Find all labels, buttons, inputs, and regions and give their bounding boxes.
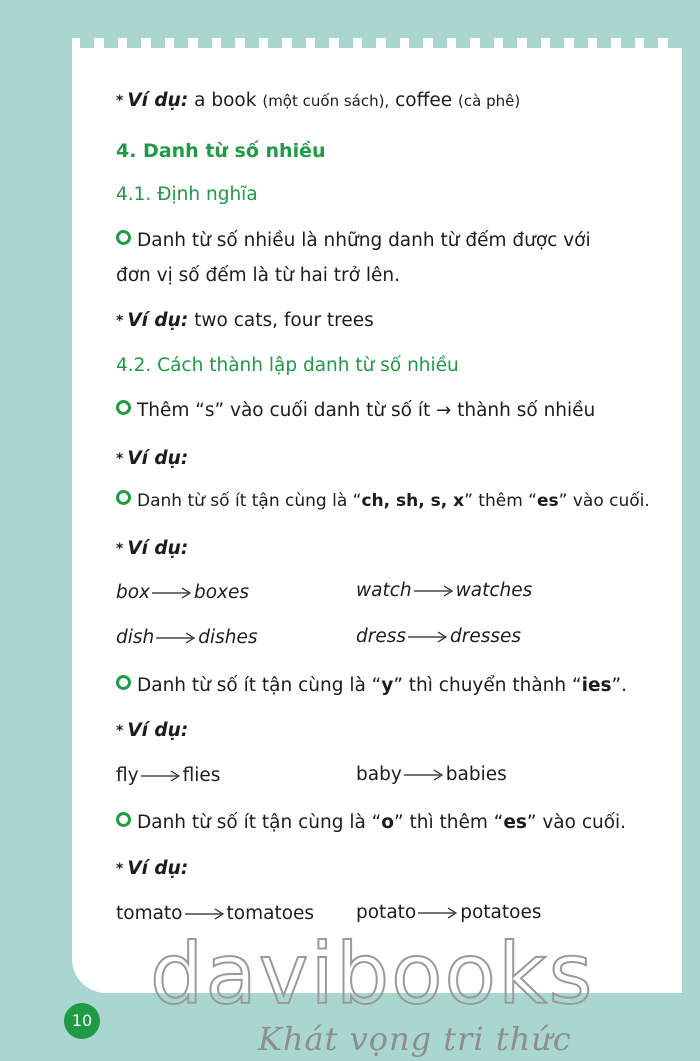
binding-tick	[668, 30, 682, 48]
binding-tick	[315, 30, 329, 48]
rule-bold: ch, sh, s, x	[361, 491, 465, 511]
binding-tick	[198, 30, 212, 48]
binding-tick	[292, 30, 306, 48]
subsection-heading-4-2: 4.2. Cách thành lập danh từ số nhiều	[116, 355, 459, 376]
rule-bold-2: es	[503, 812, 527, 833]
rule-text: Danh từ số ít tận cùng là “	[137, 812, 382, 833]
notebook-binding	[72, 30, 697, 52]
binding-tick	[644, 30, 658, 48]
example-label: Ví dụ:	[127, 310, 189, 331]
example-label-row	[116, 448, 188, 469]
example-label-row	[116, 720, 188, 741]
asterisk-icon: *	[116, 541, 124, 557]
example-pair	[356, 764, 507, 786]
binding-tick	[80, 30, 94, 48]
long-arrow-icon	[156, 628, 196, 649]
example-translation: (một cuốn sách),	[262, 92, 390, 110]
example-book-coffee	[116, 90, 520, 111]
binding-tick	[268, 30, 282, 48]
definition-text: Danh từ số nhiều là những danh từ đếm được với	[137, 230, 591, 251]
binding-tick	[362, 30, 376, 48]
rule-bold-2: es	[536, 491, 559, 511]
example-text: two cats, four trees	[194, 310, 374, 331]
rule-text-mid: ” thêm “	[464, 491, 537, 511]
singular-word: baby	[356, 764, 402, 785]
asterisk-icon: *	[116, 93, 124, 109]
example-label: Ví dụ:	[127, 858, 189, 879]
rule-text: Thêm “s” vào cuối danh từ số ít	[137, 400, 431, 421]
long-arrow-icon	[414, 581, 454, 602]
example-pair	[356, 580, 532, 602]
binding-tick	[574, 30, 588, 48]
binding-tick	[503, 30, 517, 48]
watermark-slogan: Khát vọng tri thức	[258, 1020, 572, 1058]
rule-text: Danh từ số ít tận cùng là “	[137, 491, 362, 511]
example-text-2: coffee	[395, 90, 453, 111]
definition-line-2: đơn vị số đếm là từ hai trở lên.	[116, 265, 400, 286]
long-arrow-icon	[404, 765, 444, 786]
binding-tick	[386, 30, 400, 48]
bullet-icon	[116, 490, 131, 505]
binding-tick	[597, 30, 611, 48]
rule-text-post: ”.	[611, 675, 627, 696]
example-text: a book	[194, 90, 257, 111]
singular-word: fly	[116, 765, 139, 786]
example-translation-2: (cà phê)	[458, 92, 521, 110]
asterisk-icon: *	[116, 313, 124, 329]
long-arrow-icon	[141, 766, 181, 787]
example-pair	[356, 902, 541, 924]
long-arrow-icon	[408, 627, 448, 648]
rule-bold: o	[381, 812, 394, 833]
page-sheet	[72, 38, 682, 993]
plural-word: tomatoes	[226, 903, 315, 924]
example-label: Ví dụ:	[127, 538, 189, 559]
plural-word: babies	[445, 764, 507, 785]
example-pair	[116, 582, 249, 604]
bullet-icon	[116, 230, 131, 245]
example-label-row	[116, 858, 188, 879]
plural-word: watches	[455, 580, 533, 601]
rule-text: Danh từ số ít tận cùng là “	[137, 675, 382, 696]
bullet-icon	[116, 400, 131, 415]
plural-word: potatoes	[460, 902, 542, 923]
binding-tick	[221, 30, 235, 48]
singular-word: potato	[356, 902, 417, 923]
singular-word: dish	[116, 627, 155, 648]
rule-text-mid: ” thì chuyển thành “	[393, 675, 582, 696]
long-arrow-icon	[418, 903, 458, 924]
rule-bold-2: ies	[581, 675, 612, 696]
page-number: 10	[64, 1003, 100, 1039]
asterisk-icon: *	[116, 723, 124, 739]
binding-tick	[104, 30, 118, 48]
binding-tick	[127, 30, 141, 48]
long-arrow-icon	[152, 583, 192, 604]
binding-tick	[480, 30, 494, 48]
rule-text-post: ” vào cuối.	[526, 812, 627, 833]
rule-bold: y	[381, 675, 394, 696]
subsection-heading-4-1: 4.1. Định nghĩa	[116, 184, 258, 205]
example-definition	[116, 310, 374, 331]
singular-word: dress	[356, 626, 407, 647]
example-label-row	[116, 538, 188, 559]
long-arrow-icon	[185, 904, 225, 925]
watermark-logo: davibooks	[150, 925, 595, 1023]
binding-tick	[245, 30, 259, 48]
asterisk-icon: *	[116, 451, 124, 467]
example-pair	[116, 765, 220, 787]
binding-tick	[621, 30, 635, 48]
example-label: Ví dụ:	[127, 720, 189, 741]
binding-tick	[339, 30, 353, 48]
example-label: Ví dụ:	[127, 448, 189, 469]
plural-word: flies	[182, 765, 221, 786]
plural-word: boxes	[194, 582, 250, 603]
binding-tick	[433, 30, 447, 48]
example-pair	[356, 626, 521, 648]
asterisk-icon: *	[116, 861, 124, 877]
binding-tick	[456, 30, 470, 48]
rule-3	[116, 675, 627, 696]
example-pair	[116, 627, 258, 649]
singular-word: box	[116, 582, 151, 603]
binding-tick	[550, 30, 564, 48]
plural-word: dresses	[450, 626, 522, 647]
rule-text-post: ” vào cuối.	[558, 491, 650, 511]
rule-text-mid: ” thì thêm “	[394, 812, 504, 833]
definition-line-1	[116, 230, 591, 251]
rule-2	[116, 490, 650, 511]
binding-tick	[409, 30, 423, 48]
section-heading-4: 4. Danh từ số nhiều	[116, 140, 326, 162]
singular-word: watch	[356, 580, 412, 601]
right-arrow-icon: →	[436, 400, 452, 421]
plural-word: dishes	[198, 627, 258, 648]
rule-text-post: thành số nhiều	[457, 400, 596, 421]
singular-word: tomato	[116, 903, 183, 924]
rule-1	[116, 400, 595, 421]
binding-tick	[527, 30, 541, 48]
bullet-icon	[116, 675, 131, 690]
rule-4	[116, 812, 626, 833]
binding-tick	[174, 30, 188, 48]
example-pair	[116, 903, 314, 925]
bullet-icon	[116, 812, 131, 827]
example-label: Ví dụ:	[127, 90, 189, 111]
binding-tick	[151, 30, 165, 48]
